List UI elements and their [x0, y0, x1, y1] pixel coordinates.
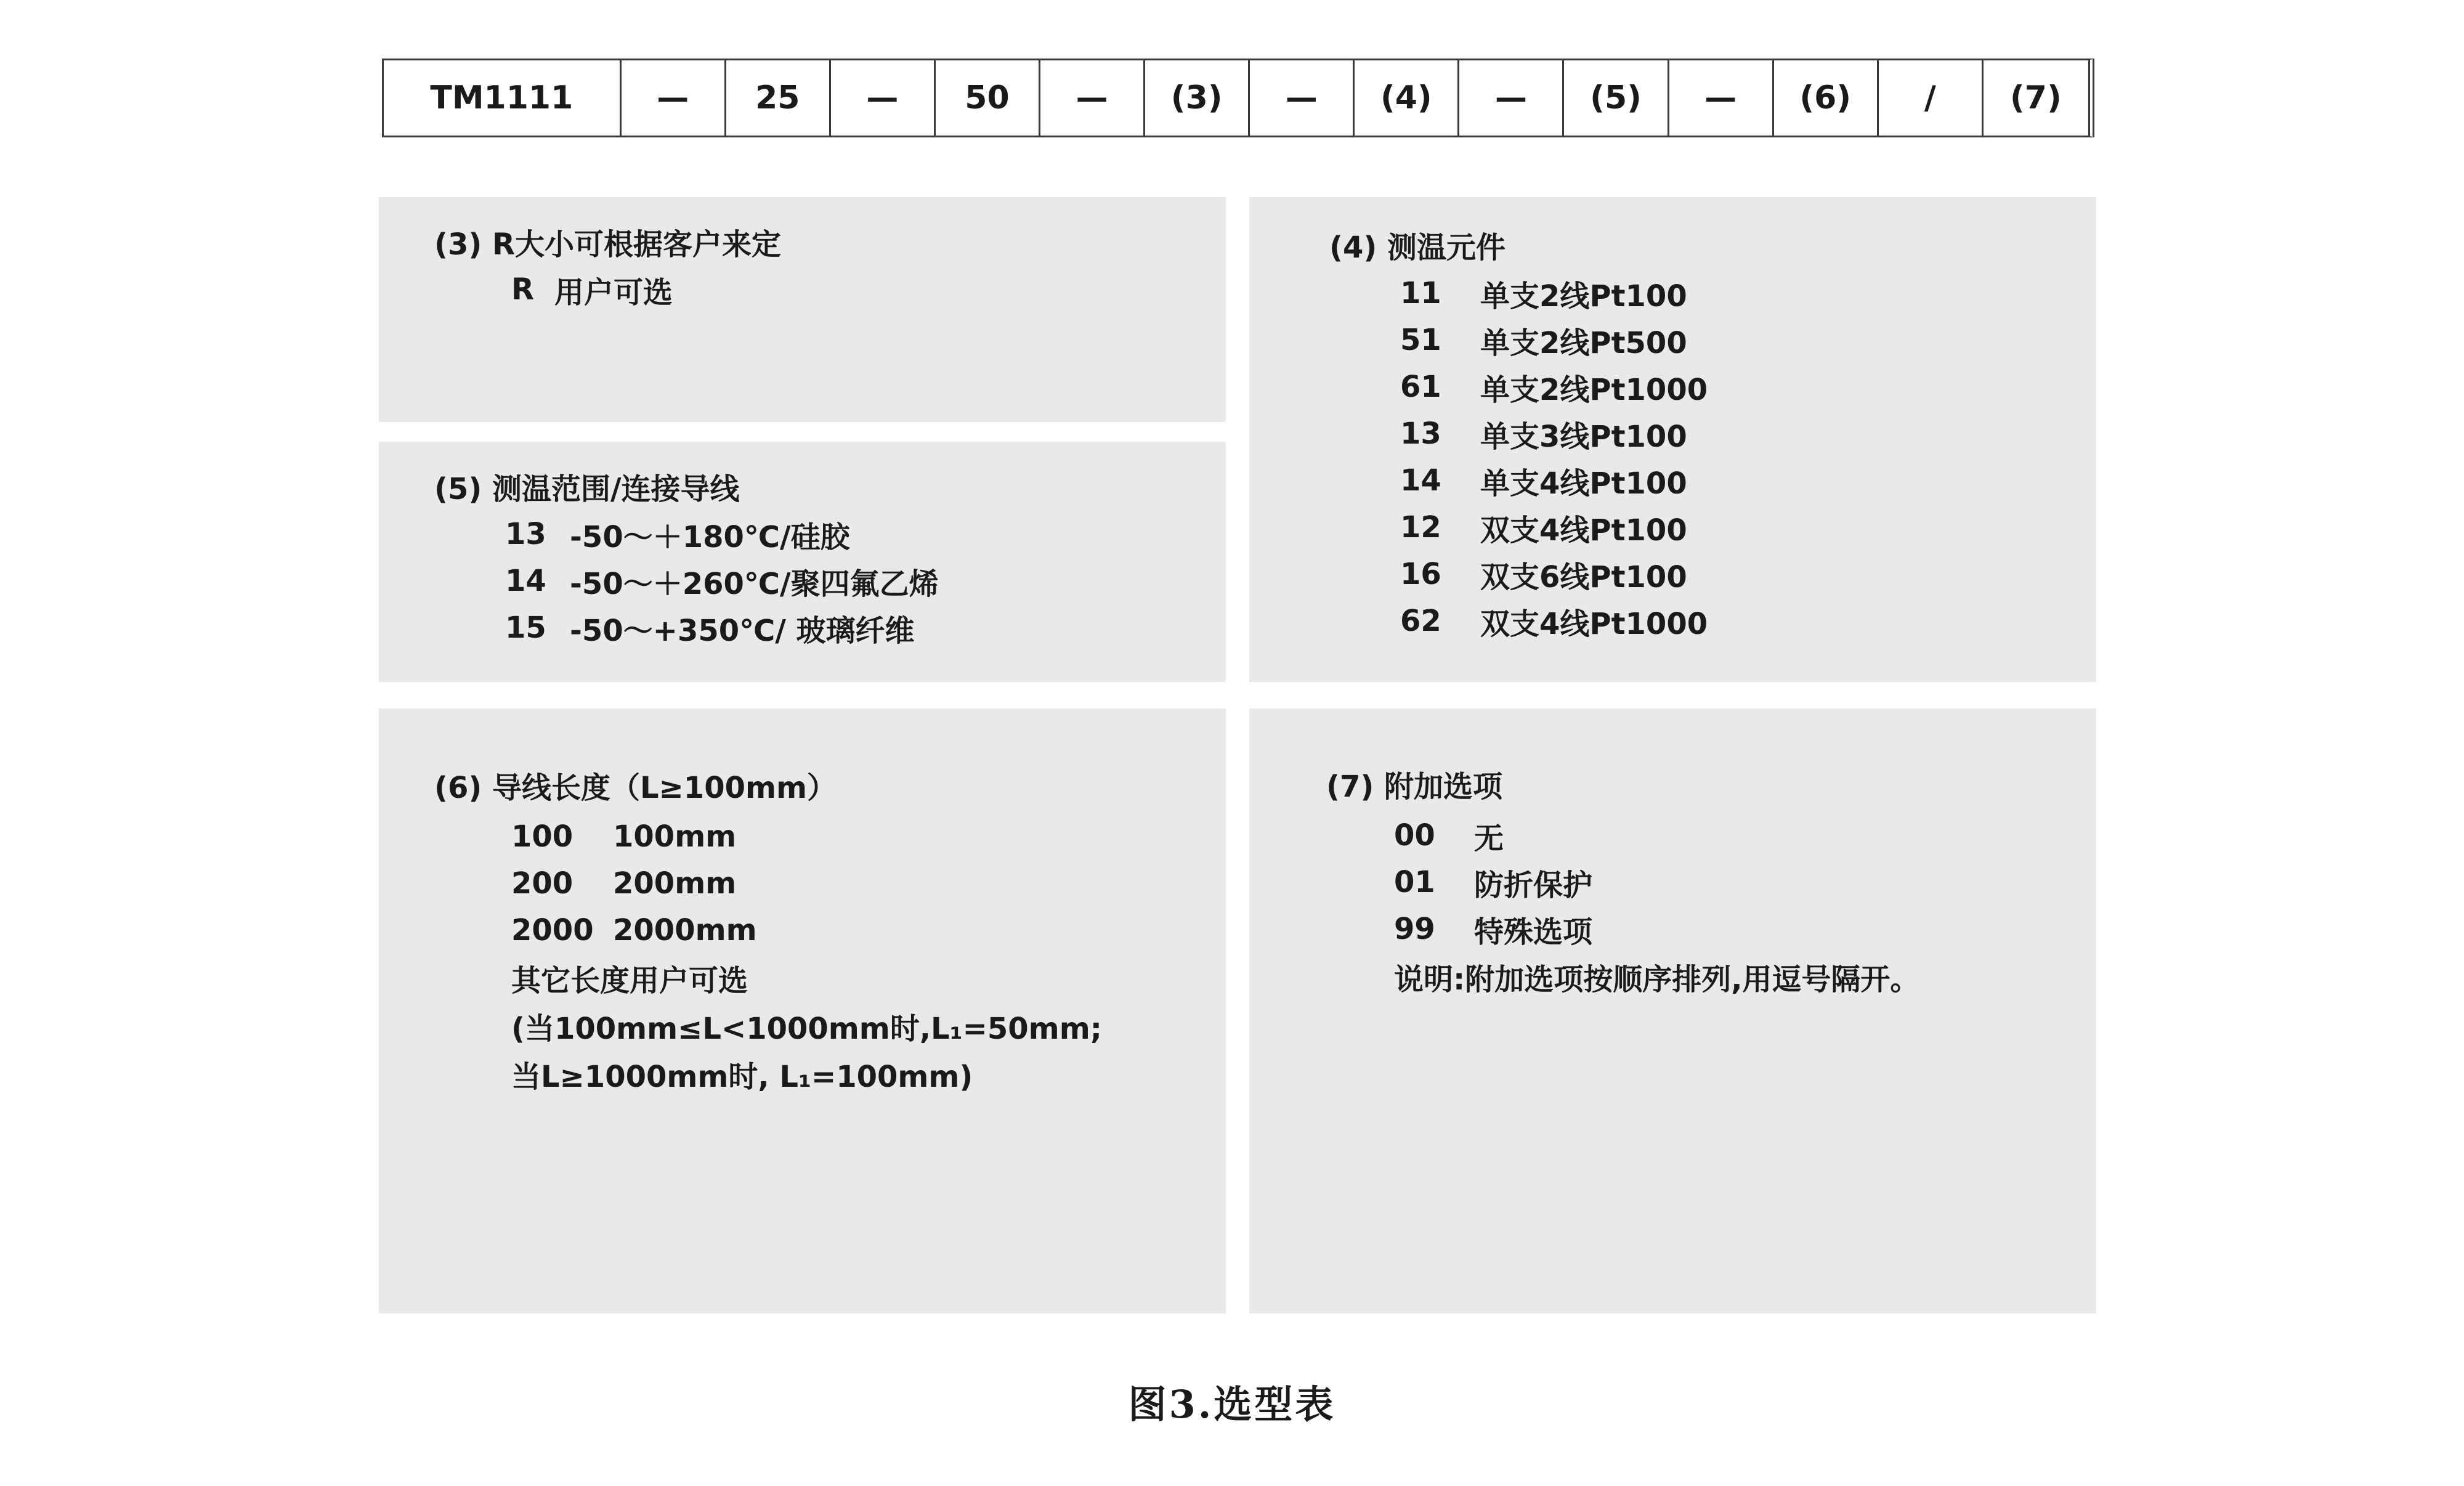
list-item [1400, 317, 1708, 363]
code-cell-option-6: (6) [1774, 60, 1879, 136]
option-desc: 单支2线Pt100 [1480, 278, 1687, 314]
list-item [1400, 457, 1708, 504]
panel-option-3 [379, 197, 1226, 422]
option-desc: 双支4线Pt100 [1480, 513, 1687, 548]
panel-title: (5) 测温范围/连接导线 [434, 472, 740, 506]
option-desc: 单支2线Pt500 [1480, 325, 1687, 360]
option-desc: 用户可选 [554, 275, 673, 310]
option-desc: 特殊选项 [1474, 914, 1593, 949]
option-desc: 单支2线Pt1000 [1480, 372, 1708, 407]
option-code: 13 [505, 517, 546, 551]
list-item [1394, 812, 1919, 859]
code-cell-separator: — [831, 60, 936, 136]
option-desc: 双支6线Pt100 [1480, 559, 1687, 595]
panel-option-4 [1249, 197, 2096, 682]
code-cell-option-7: (7) [2010, 79, 2062, 116]
option-desc: -50～＋180℃/硅胶 [570, 519, 850, 554]
code-cell-model: TM1111 [384, 60, 622, 136]
note-line: 其它长度用户可选 [511, 963, 748, 998]
code-cell-25: 25 [726, 60, 831, 136]
code-cell-option-5: (5) [1564, 60, 1669, 136]
list-item [511, 860, 1102, 907]
list-item [511, 266, 673, 313]
list-item [511, 907, 1102, 954]
code-cell-option-3: (3) [1145, 60, 1250, 136]
panel-title: (6) 导线长度（L≥100mm） [434, 771, 837, 805]
option-desc: -50～＋260℃/聚四氟乙烯 [570, 566, 939, 601]
option-desc: 2000mm [613, 913, 757, 948]
list-item [1400, 551, 1708, 598]
list-item [505, 604, 939, 651]
option-list [1394, 812, 1919, 1001]
list-item [505, 558, 939, 604]
option-code: 100 [511, 819, 573, 854]
option-desc: 200mm [613, 866, 737, 901]
option-desc: 防折保护 [1474, 867, 1593, 903]
note-line: 当L≥1000mm时, L₁=100mm) [511, 1059, 973, 1094]
list-item [1394, 906, 1919, 952]
note-line: (当100mm≤L<1000mm时,L₁=50mm; [511, 1011, 1102, 1046]
code-cell-separator: — [1669, 60, 1774, 136]
option-code: 15 [505, 611, 546, 645]
option-code: 12 [1400, 510, 1441, 545]
panel-title: (3) R大小可根据客户来定 [434, 227, 781, 262]
panel-option-6 [379, 708, 1226, 1313]
code-cell-separator: — [1459, 60, 1564, 136]
option-code: 14 [505, 564, 546, 598]
option-code: 01 [1394, 865, 1435, 899]
option-code: 16 [1400, 557, 1441, 591]
option-code: 51 [1400, 323, 1441, 357]
option-code: 62 [1400, 604, 1441, 638]
code-cell-separator: — [1040, 60, 1145, 136]
list-item [1400, 363, 1708, 410]
option-desc: 单支3线Pt100 [1480, 419, 1687, 454]
option-desc: 单支4线Pt100 [1480, 466, 1687, 501]
list-item [511, 813, 1102, 860]
panel-title: (7) 附加选项 [1326, 769, 1502, 804]
list-item [1400, 598, 1708, 644]
panel-title: (4) 测温元件 [1329, 230, 1506, 265]
option-code: 61 [1400, 370, 1441, 404]
panel-option-5 [379, 442, 1226, 682]
list-item [1400, 504, 1708, 551]
code-cell-50: 50 [936, 60, 1040, 136]
list-item [1400, 270, 1708, 317]
option-desc: 无 [1474, 821, 1504, 856]
option-code: 2000 [511, 913, 594, 948]
figure-caption: 图3.选型表 [1128, 1382, 1336, 1427]
option-list [505, 511, 939, 651]
option-code: R [511, 272, 534, 307]
option-desc: 100mm [613, 819, 737, 854]
option-list [1400, 270, 1708, 644]
option-code: 200 [511, 866, 573, 901]
code-cell-slash: / [1879, 60, 1984, 136]
list-item [1394, 859, 1919, 906]
note-line: 说明:附加选项按顺序排列,用逗号隔开。 [1394, 962, 1920, 997]
option-desc: -50～+350℃/ 玻璃纤维 [570, 613, 915, 648]
option-list [511, 813, 1102, 1098]
panel-option-7 [1249, 708, 2096, 1313]
option-code: 99 [1394, 912, 1435, 946]
code-cell-option-4: (4) [1355, 60, 1459, 136]
code-cell-separator: — [1250, 60, 1355, 136]
option-list [511, 266, 673, 313]
option-desc: 双支4线Pt1000 [1480, 606, 1708, 641]
option-code: 00 [1394, 818, 1435, 853]
model-code-strip [382, 59, 2094, 137]
option-code: 13 [1400, 416, 1441, 451]
list-item [1400, 410, 1708, 457]
option-code: 11 [1400, 276, 1441, 311]
list-item [505, 511, 939, 558]
option-code: 14 [1400, 463, 1441, 498]
code-cell-separator: — [622, 60, 726, 136]
